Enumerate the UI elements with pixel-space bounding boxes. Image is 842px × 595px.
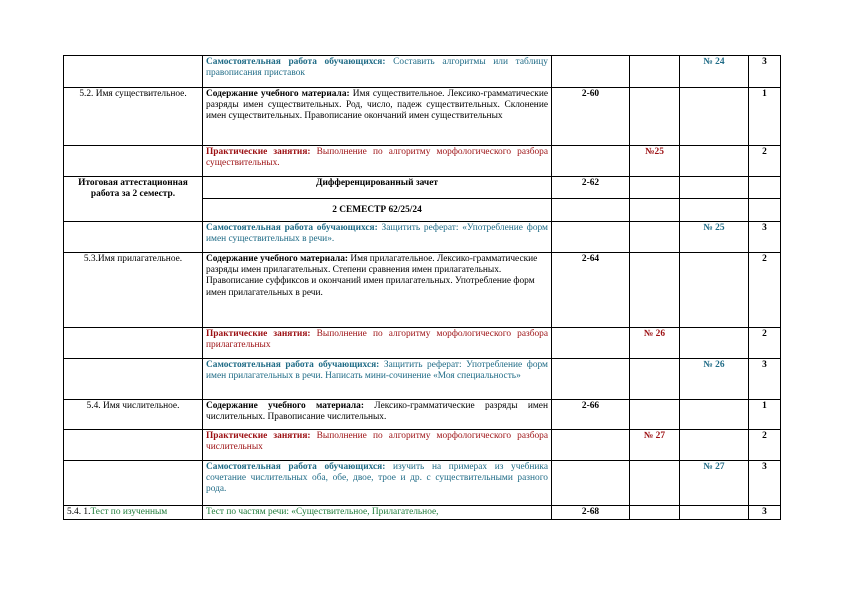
content-lead: Практические занятия:: [206, 147, 311, 157]
level-cell: 3: [749, 461, 781, 506]
content-cell: [203, 400, 552, 430]
hours-cell: [552, 328, 630, 359]
table-row: [64, 400, 781, 430]
table-row: [64, 506, 781, 520]
practice-number-cell: [630, 56, 680, 88]
content-lead: Самостоятельная работа обучающихся:: [206, 223, 378, 233]
content-lead: Содержание учебного материала:: [206, 89, 350, 99]
content-text: Лексико-грамматические разряды имен числительных. Правописание числительных.: [206, 401, 548, 423]
practice-number-cell: [630, 177, 680, 199]
table-row: [64, 88, 781, 146]
table-row: [64, 146, 781, 177]
selfwork-number-cell: [680, 88, 749, 146]
content-text: Имя существительное. Лексико-грамматические разряды имен существительных. Род, число, падеж существительных. Склонение имен существительных. Правописание окончаний имен существительных: [206, 89, 548, 122]
topic-cell: [64, 146, 203, 177]
practice-number-cell: [630, 199, 680, 222]
hours-cell: [552, 56, 630, 88]
table-row: [64, 430, 781, 461]
selfwork-number-cell: [680, 506, 749, 520]
practice-number-cell: [630, 506, 680, 520]
table-row: [64, 461, 781, 506]
table-row: [64, 359, 781, 400]
selfwork-number-cell: № 27: [680, 461, 749, 506]
topic-cell: [64, 328, 203, 359]
selfwork-number-cell: [680, 400, 749, 430]
level-cell: 1: [749, 88, 781, 146]
level-cell: [749, 177, 781, 199]
content-cell: [203, 328, 552, 359]
level-cell: 1: [749, 400, 781, 430]
level-cell: 3: [749, 56, 781, 88]
content-lead: Содержание учебного материала:: [206, 401, 364, 411]
content-cell: [203, 56, 552, 88]
practice-number-cell: № 27: [630, 430, 680, 461]
hours-cell: [552, 461, 630, 506]
content-lead: Практические занятия:: [206, 329, 311, 339]
practice-number-cell: №25: [630, 146, 680, 177]
practice-number-cell: [630, 253, 680, 328]
selfwork-number-cell: [680, 146, 749, 177]
selfwork-number-cell: [680, 328, 749, 359]
topic-cell: [64, 56, 203, 88]
content-cell: [203, 222, 552, 253]
table-row: [64, 253, 781, 328]
topic-cell: [64, 222, 203, 253]
selfwork-number-cell: № 26: [680, 359, 749, 400]
content-text: Выполнение по алгоритму морфологического разбора существительных.: [206, 147, 549, 169]
curriculum-table: [63, 55, 781, 520]
topic-title: Тест по изученным: [90, 507, 168, 517]
hours-cell: 2-60: [552, 88, 630, 146]
hours-cell: [552, 146, 630, 177]
content-cell: [203, 430, 552, 461]
table-row: [64, 222, 781, 253]
hours-cell: [552, 430, 630, 461]
content-lead: Самостоятельная работа обучающихся:: [206, 57, 386, 67]
practice-number-cell: [630, 88, 680, 146]
level-cell: 2: [749, 253, 781, 328]
topic-cell: [64, 430, 203, 461]
hours-cell: [552, 199, 630, 222]
selfwork-number-cell: [680, 199, 749, 222]
content-text: Защитить реферат: Употребление форм имен прилагательных в речи. Написать мини-сочинение «Моя специальность»: [206, 360, 548, 382]
topic-cell: 5.4. Имя числительное.: [64, 400, 203, 430]
content-text: Составить алгоритмы или таблицу правописания приставок: [206, 57, 548, 79]
content-lead: Самостоятельная работа обучающихся:: [206, 462, 386, 472]
content-cell: [203, 146, 552, 177]
content-lead: Практические занятия:: [206, 431, 311, 441]
level-cell: 2: [749, 328, 781, 359]
content-cell: [203, 88, 552, 146]
practice-number-cell: [630, 222, 680, 253]
content-text: изучить на примерах из учебника сочетание числительных оба, обе, двое, трое и др. с существительными разного рода.: [206, 462, 548, 495]
topic-cell: 5.3.Имя прилагательное.: [64, 253, 203, 328]
practice-number-cell: [630, 400, 680, 430]
level-cell: 3: [749, 506, 781, 520]
content-lead: Содержание учебного материала:: [206, 254, 349, 264]
topic-cell: [64, 461, 203, 506]
selfwork-number-cell: [680, 253, 749, 328]
topic-cell: Итоговая аттестационная работа за 2 семестр.: [64, 177, 203, 222]
level-cell: 3: [749, 222, 781, 253]
content-cell: [203, 253, 552, 328]
topic-cell: 5.2. Имя существительное.: [64, 88, 203, 146]
topic-cell: [64, 359, 203, 400]
practice-number-cell: [630, 461, 680, 506]
topic-cell: [64, 506, 203, 520]
content-lead: Самостоятельная работа обучающихся:: [206, 360, 380, 370]
table-row: [64, 177, 781, 199]
hours-cell: 2-62: [552, 177, 630, 199]
practice-number-cell: [630, 359, 680, 400]
level-cell: 2: [749, 430, 781, 461]
content-cell: Дифференцированный зачет: [203, 177, 552, 199]
content-text: Имя прилагательное. Лексико-грамматические разряды имен прилагательных. Степени сравнения имен прилагательных. Правописание суффиксов и окончаний имен прилагательных. Употребление форм имен прилагательных в речи.: [206, 254, 538, 298]
hours-cell: 2-66: [552, 400, 630, 430]
selfwork-number-cell: [680, 177, 749, 199]
selfwork-number-cell: [680, 430, 749, 461]
level-cell: [749, 199, 781, 222]
content-text: Выполнение по алгоритму морфологического разбора числительных: [206, 431, 549, 453]
hours-cell: 2-68: [552, 506, 630, 520]
topic-prefix: 5.4. 1.: [67, 507, 91, 517]
practice-number-cell: № 26: [630, 328, 680, 359]
hours-cell: [552, 222, 630, 253]
level-cell: 3: [749, 359, 781, 400]
hours-cell: [552, 359, 630, 400]
content-cell: 2 СЕМЕСТР 62/25/24: [203, 199, 552, 222]
content-cell: [203, 359, 552, 400]
hours-cell: 2-64: [552, 253, 630, 328]
content-text: Выполнение по алгоритму морфологического разбора прилагательных: [206, 329, 549, 351]
content-cell: Тест по частям речи: «Существительное, Прилагательное,: [203, 506, 552, 520]
content-text: Защитить реферат: «Употребление форм имен существительных в речи».: [206, 223, 548, 245]
selfwork-number-cell: № 25: [680, 222, 749, 253]
content-cell: [203, 461, 552, 506]
selfwork-number-cell: № 24: [680, 56, 749, 88]
table-row: [64, 328, 781, 359]
table-row: [64, 56, 781, 88]
level-cell: 2: [749, 146, 781, 177]
